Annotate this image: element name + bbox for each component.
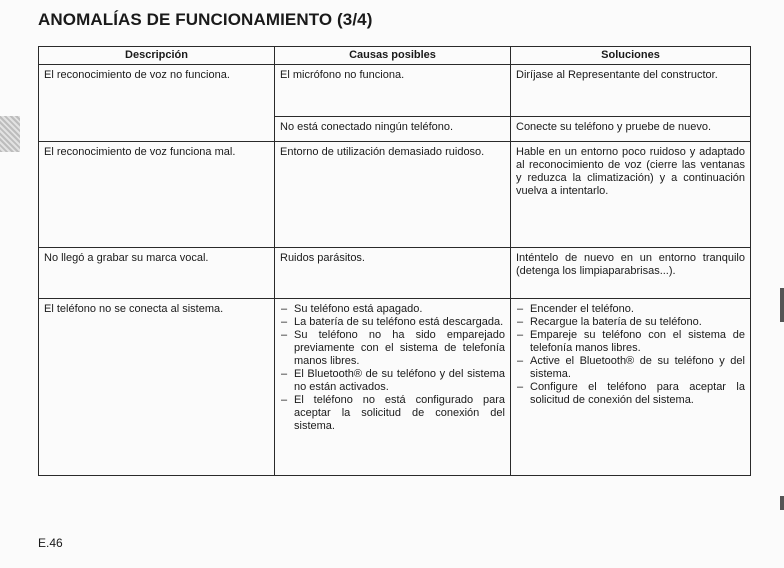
list-item: – El teléfono no está configurado para aceptar la solicitud de conexión del sistema. (280, 394, 505, 433)
list-item: – Encender el teléfono. (516, 303, 745, 316)
edge-mark (780, 496, 784, 510)
section-tab-marker (0, 116, 20, 152)
troubleshooting-table (38, 46, 751, 476)
description-cell: No llegó a grabar su marca vocal. (39, 248, 275, 299)
table-row (39, 65, 751, 117)
cause-cell: El micrófono no funciona. (275, 65, 511, 117)
cause-cell: Ruidos parásitos. (275, 248, 511, 299)
description-cell (39, 117, 275, 142)
list-item: – Su teléfono no ha sido emparejado previamente con el sistema de telefonía manos libres. (280, 329, 505, 368)
causes-list (280, 303, 505, 433)
cause-cell: Entorno de utilización demasiado ruidoso. (275, 142, 511, 248)
cause-cell (275, 299, 511, 476)
table-header-row (39, 47, 751, 65)
list-item: – Active el Bluetooth® de su teléfono y del sistema. (516, 355, 745, 381)
page-title: ANOMALÍAS DE FUNCIONAMIENTO (3/4) (38, 10, 373, 29)
table-row (39, 248, 751, 299)
list-item: – Recargue la batería de su teléfono. (516, 316, 745, 329)
solution-cell: Diríjase al Representante del constructor. (511, 65, 751, 117)
list-item: – Empareje su teléfono con el sistema de telefonía manos libres. (516, 329, 745, 355)
header-solutions: Soluciones (511, 47, 751, 65)
table-row (39, 142, 751, 248)
table-row (39, 117, 751, 142)
description-cell: El teléfono no se conecta al sistema. (39, 299, 275, 476)
edge-mark (780, 288, 784, 322)
list-item: – La batería de su teléfono está descargada. (280, 316, 505, 329)
solution-cell (511, 299, 751, 476)
solution-cell: Conecte su teléfono y pruebe de nuevo. (511, 117, 751, 142)
description-cell: El reconocimiento de voz no funciona. (39, 65, 275, 117)
list-item: – El Bluetooth® de su teléfono y del sistema no están activados. (280, 368, 505, 394)
header-causes: Causas posibles (275, 47, 511, 65)
table-row (39, 299, 751, 476)
solution-cell: Inténtelo de nuevo en un entorno tranquilo (detenga los limpiaparabrisas...). (511, 248, 751, 299)
list-item: – Configure el teléfono para aceptar la solicitud de conexión del sistema. (516, 381, 745, 407)
cause-cell: No está conectado ningún teléfono. (275, 117, 511, 142)
page-number: E.46 (38, 536, 63, 550)
header-description: Descripción (39, 47, 275, 65)
list-item: – Su teléfono está apagado. (280, 303, 505, 316)
description-cell: El reconocimiento de voz funciona mal. (39, 142, 275, 248)
solutions-list (516, 303, 745, 407)
solution-cell: Hable en un entorno poco ruidoso y adaptado al reconocimiento de voz (cierre las ventanas y reduzca la climatización) y a continuación vuelva a intentarlo. (511, 142, 751, 248)
